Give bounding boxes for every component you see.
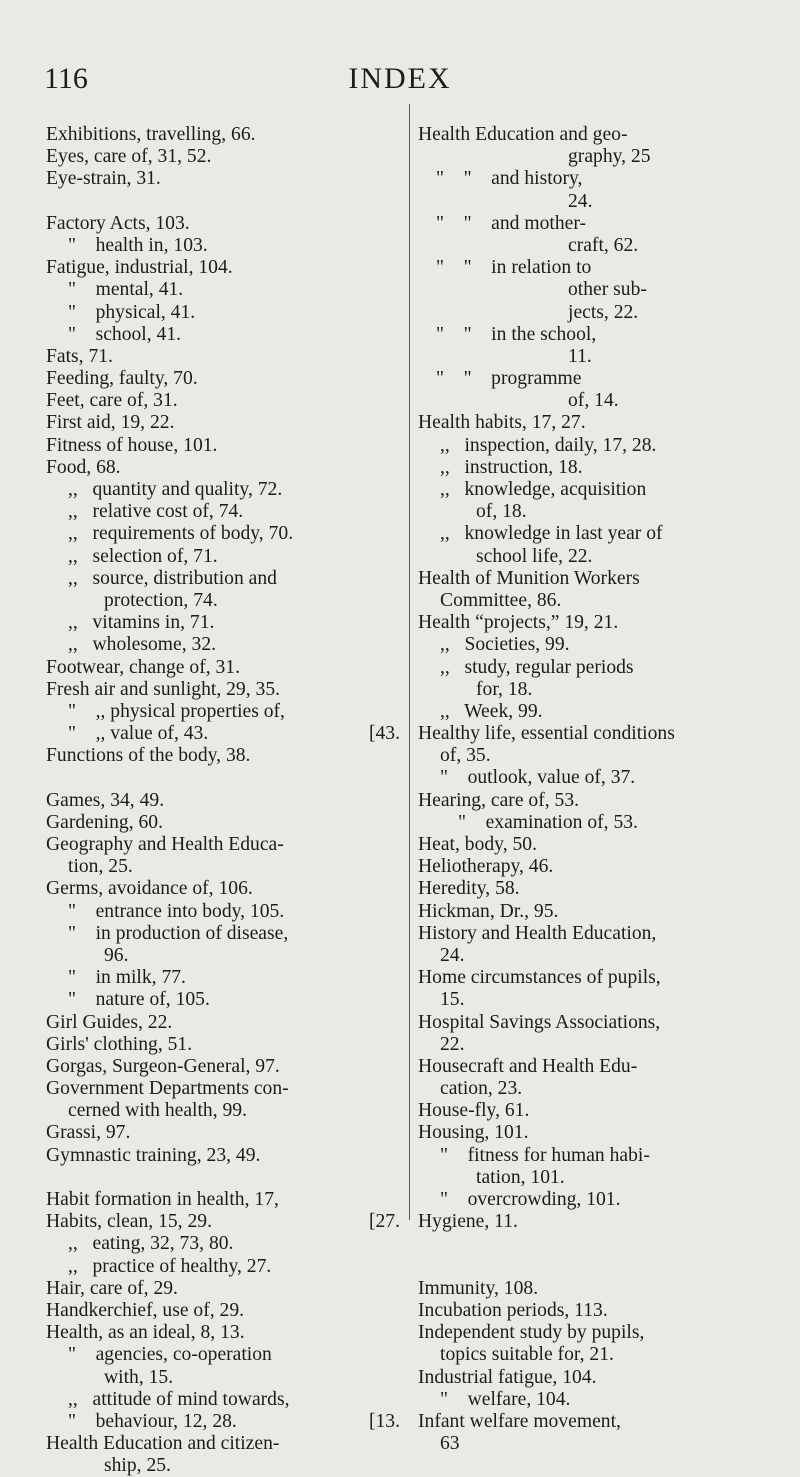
index-entry-text: ,, practice of healthy, 27. bbox=[68, 1255, 272, 1277]
index-entry bbox=[418, 324, 784, 346]
index-entry-text: Handkerchief, use of, 29. bbox=[46, 1299, 245, 1321]
index-entry bbox=[46, 346, 404, 368]
index-entry-text: 15. bbox=[440, 989, 465, 1011]
index-entry-text: Fats, 71. bbox=[46, 345, 113, 367]
index-entry bbox=[46, 368, 404, 390]
index-entry bbox=[46, 568, 404, 590]
index-entry bbox=[418, 1300, 784, 1322]
index-entry-text: topics suitable for, 21. bbox=[440, 1344, 614, 1366]
index-entry bbox=[46, 701, 404, 723]
index-entry-text: Industrial fatigue, 104. bbox=[418, 1366, 597, 1388]
entry-gap bbox=[46, 191, 404, 213]
index-entry bbox=[418, 257, 784, 279]
entry-gap bbox=[46, 1167, 404, 1189]
index-entry bbox=[46, 435, 404, 457]
index-entry bbox=[46, 1411, 404, 1433]
index-entry-text: 24. bbox=[440, 944, 465, 966]
index-entry bbox=[418, 501, 784, 523]
index-entry-text: ,, quantity and quality, 72. bbox=[68, 479, 283, 500]
index-entry-text: " ,, value of, 43. bbox=[68, 723, 209, 745]
index-entry-text: Girl Guides, 22. bbox=[46, 1011, 173, 1033]
index-entry-text: " behaviour, 12, 28. bbox=[68, 1410, 237, 1432]
index-entry bbox=[46, 1278, 404, 1300]
index-entry bbox=[46, 1211, 404, 1233]
index-entry bbox=[418, 1100, 784, 1122]
index-entry bbox=[418, 1122, 784, 1144]
index-entry-text: Hair, care of, 29. bbox=[46, 1277, 178, 1299]
index-entry bbox=[46, 1100, 404, 1122]
index-entry bbox=[418, 1012, 784, 1034]
index-entry bbox=[418, 590, 784, 612]
index-entry-text: graphy, 25 bbox=[568, 146, 651, 168]
index-entry bbox=[418, 701, 784, 723]
index-entry-text: Hickman, Dr., 95. bbox=[418, 900, 559, 922]
index-entry bbox=[418, 546, 784, 568]
index-entry bbox=[46, 279, 404, 301]
index-entry-text: cerned with health, 99. bbox=[68, 1100, 248, 1122]
index-entry-text: Health “projects,” 19, 21. bbox=[418, 612, 619, 634]
index-entry-text: ,, source, distribution and bbox=[68, 567, 277, 589]
index-entry-text: Health Education and geo- bbox=[418, 124, 628, 145]
entry-gap bbox=[46, 767, 404, 789]
index-entry-text: Habits, clean, 15, 29. bbox=[46, 1211, 212, 1233]
index-entry-text: Health of Munition Workers bbox=[418, 567, 640, 589]
index-entry-text: " physical, 41. bbox=[68, 301, 196, 323]
index-entry-text: ,, relative cost of, 74. bbox=[68, 501, 244, 523]
index-entry bbox=[418, 1145, 784, 1167]
index-entry-text: ,, knowledge, acquisition bbox=[440, 479, 647, 500]
index-entry-text: craft, 62. bbox=[568, 234, 639, 256]
index-entry-text: of, 18. bbox=[476, 501, 527, 523]
index-entry-text: ship, 25. bbox=[104, 1455, 171, 1477]
index-entry-text: ,, eating, 32, 73, 80. bbox=[68, 1233, 234, 1255]
index-entry bbox=[418, 612, 784, 634]
index-entry bbox=[46, 302, 404, 324]
index-entry bbox=[418, 435, 784, 457]
index-entry bbox=[418, 834, 784, 856]
index-entry-text: Fresh air and sunlight, 29, 35. bbox=[46, 678, 281, 700]
index-entry-text: Fatigue, industrial, 104. bbox=[46, 257, 233, 279]
index-entry-text: " ,, physical properties of, bbox=[68, 700, 285, 722]
index-entry bbox=[418, 634, 784, 656]
index-entry-text: Geography and Health Educa- bbox=[46, 834, 284, 855]
index-entry-text: Games, 34, 49. bbox=[46, 789, 165, 811]
index-entry bbox=[46, 1433, 404, 1455]
index-entry bbox=[418, 235, 784, 257]
index-entry bbox=[418, 856, 784, 878]
index-entry bbox=[46, 1012, 404, 1034]
index-entry bbox=[418, 1389, 784, 1411]
index-entry bbox=[46, 324, 404, 346]
index-entry-text: ,, vitamins in, 71. bbox=[68, 612, 215, 634]
index-entry-text: Exhibitions, travelling, 66. bbox=[46, 124, 256, 145]
index-entry-text: Hospital Savings Associations, bbox=[418, 1011, 661, 1033]
index-entry-text: Health Education and citizen- bbox=[46, 1433, 280, 1455]
index-entry-text: 63 bbox=[440, 1433, 460, 1455]
index-entry bbox=[46, 1189, 404, 1211]
index-entry-text: " overcrowding, 101. bbox=[440, 1189, 621, 1210]
index-entry bbox=[46, 1455, 404, 1477]
index-entry-text: Hearing, care of, 53. bbox=[418, 789, 580, 811]
index-entry bbox=[46, 856, 404, 878]
index-entry-text: Government Departments con- bbox=[46, 1078, 289, 1100]
index-entry-text: " " in relation to bbox=[436, 257, 592, 279]
index-entry bbox=[46, 479, 404, 501]
index-entry bbox=[46, 146, 404, 168]
index-entry bbox=[418, 723, 784, 745]
index-entry-text: Feet, care of, 31. bbox=[46, 390, 178, 412]
index-entry bbox=[418, 1211, 784, 1233]
index-entry bbox=[46, 679, 404, 701]
index-entry bbox=[46, 390, 404, 412]
index-entry-text: " school, 41. bbox=[68, 323, 182, 345]
index-entry-text: Independent study by pupils, bbox=[418, 1322, 645, 1344]
index-entry bbox=[46, 901, 404, 923]
index-entry bbox=[46, 878, 404, 900]
index-entry-continuation: [13. bbox=[368, 1410, 400, 1432]
page-header bbox=[0, 62, 800, 102]
index-entry-text: Eyes, care of, 31, 52. bbox=[46, 146, 212, 168]
index-entry-text: 22. bbox=[440, 1033, 465, 1055]
index-entry-text: ,, selection of, 71. bbox=[68, 545, 218, 567]
index-entry-continuation: [43. bbox=[368, 723, 400, 745]
index-entry-text: " welfare, 104. bbox=[440, 1388, 571, 1410]
index-entry bbox=[46, 257, 404, 279]
index-entry bbox=[418, 146, 784, 168]
index-entry bbox=[46, 1145, 404, 1167]
index-entry bbox=[46, 546, 404, 568]
index-column-left bbox=[46, 124, 404, 1477]
index-entry-text: " " and history, bbox=[436, 168, 583, 190]
index-entry-text: " nature of, 105. bbox=[68, 989, 210, 1011]
index-entry bbox=[46, 235, 404, 257]
index-entry-text: " health in, 103. bbox=[68, 234, 208, 256]
index-entry-text: Housing, 101. bbox=[418, 1122, 529, 1144]
index-entry bbox=[418, 302, 784, 324]
index-entry bbox=[46, 612, 404, 634]
index-entry bbox=[46, 1056, 404, 1078]
index-entry-text: ,, study, regular periods bbox=[440, 656, 634, 678]
index-entry bbox=[46, 812, 404, 834]
index-entry bbox=[418, 745, 784, 767]
index-entry-text: ,, inspection, daily, 17, 28. bbox=[440, 434, 657, 456]
index-entry bbox=[46, 790, 404, 812]
index-entry bbox=[418, 279, 784, 301]
index-entry bbox=[46, 523, 404, 545]
index-entry-text: ,, Week, 99. bbox=[440, 700, 543, 722]
index-entry-text: ,, wholesome, 32. bbox=[68, 634, 217, 656]
index-entry-text: ,, attitude of mind towards, bbox=[68, 1388, 290, 1410]
index-entry bbox=[46, 213, 404, 235]
index-entry bbox=[46, 1256, 404, 1278]
index-entry bbox=[418, 945, 784, 967]
index-entry-text: " entrance into body, 105. bbox=[68, 900, 285, 922]
index-entry-text: " examination of, 53. bbox=[458, 811, 638, 833]
index-entry bbox=[418, 989, 784, 1011]
index-entry-text: Habit formation in health, 17, bbox=[46, 1189, 279, 1210]
index-entry bbox=[46, 1233, 404, 1255]
entry-gap bbox=[418, 1256, 784, 1278]
index-title: INDEX bbox=[348, 62, 452, 95]
index-entry bbox=[46, 634, 404, 656]
index-entry-text: with, 15. bbox=[104, 1366, 174, 1388]
index-entry bbox=[46, 1389, 404, 1411]
index-entry bbox=[418, 657, 784, 679]
index-entry bbox=[46, 412, 404, 434]
index-entry bbox=[418, 1278, 784, 1300]
index-entry bbox=[46, 834, 404, 856]
index-entry bbox=[46, 1122, 404, 1144]
index-entry bbox=[418, 368, 784, 390]
index-entry bbox=[46, 1344, 404, 1366]
index-entry-text: Gymnastic training, 23, 49. bbox=[46, 1144, 261, 1166]
index-entry-text: Home circumstances of pupils, bbox=[418, 967, 661, 989]
index-entry-text: tation, 101. bbox=[476, 1166, 565, 1188]
index-entry-text: for, 18. bbox=[476, 678, 533, 700]
index-entry-text: Germs, avoidance of, 106. bbox=[46, 878, 253, 900]
index-entry bbox=[46, 1078, 404, 1100]
index-entry-text: ,, Societies, 99. bbox=[440, 634, 570, 656]
index-entry-text: " " programme bbox=[436, 368, 582, 390]
index-entry-text: " outlook, value of, 37. bbox=[440, 767, 636, 789]
column-divider bbox=[409, 104, 410, 1220]
index-entry-text: Heat, body, 50. bbox=[418, 834, 537, 855]
index-entry-text: school life, 22. bbox=[476, 545, 593, 567]
index-entry-text: House-fly, 61. bbox=[418, 1100, 530, 1122]
index-entry-text: Factory Acts, 103. bbox=[46, 212, 190, 234]
index-entry-text: ,, instruction, 18. bbox=[440, 456, 583, 478]
index-entry-text: Heliotherapy, 46. bbox=[418, 856, 554, 878]
index-entry-text: Gorgas, Surgeon-General, 97. bbox=[46, 1055, 280, 1077]
index-entry bbox=[46, 124, 404, 146]
index-entry-text: Gardening, 60. bbox=[46, 811, 163, 833]
index-entry bbox=[418, 878, 784, 900]
index-entry-text: cation, 23. bbox=[440, 1078, 523, 1100]
index-entry-text: Immunity, 108. bbox=[418, 1277, 539, 1299]
index-entry bbox=[418, 191, 784, 213]
index-entry bbox=[418, 767, 784, 789]
index-entry-text: Eye-strain, 31. bbox=[46, 168, 161, 190]
index-entry-text: jects, 22. bbox=[568, 301, 639, 323]
index-entry bbox=[418, 1189, 784, 1211]
index-entry bbox=[418, 523, 784, 545]
index-entry bbox=[418, 923, 784, 945]
index-entry bbox=[46, 989, 404, 1011]
index-entry bbox=[418, 124, 784, 146]
index-entry bbox=[418, 679, 784, 701]
index-entry-text: " agencies, co-operation bbox=[68, 1344, 272, 1366]
index-entry bbox=[46, 945, 404, 967]
index-entry bbox=[418, 1344, 784, 1366]
index-entry-text: other sub- bbox=[568, 279, 647, 301]
index-entry bbox=[418, 1433, 784, 1455]
index-entry bbox=[46, 457, 404, 479]
index-entry-text: protection, 74. bbox=[104, 589, 218, 611]
index-entry bbox=[46, 501, 404, 523]
index-entry bbox=[418, 479, 784, 501]
index-entry-text: Committee, 86. bbox=[440, 589, 562, 611]
index-entry-text: " fitness for human habi- bbox=[440, 1144, 650, 1166]
index-entry bbox=[418, 1167, 784, 1189]
index-entry-text: Incubation periods, 113. bbox=[418, 1299, 608, 1321]
index-column-right bbox=[418, 124, 784, 1455]
index-entry bbox=[418, 390, 784, 412]
index-entry-text: Healthy life, essential conditions bbox=[418, 723, 675, 745]
index-entry bbox=[418, 1411, 784, 1433]
index-entry bbox=[46, 723, 404, 745]
index-entry bbox=[46, 590, 404, 612]
index-entry-text: Grassi, 97. bbox=[46, 1122, 131, 1144]
index-entry bbox=[46, 923, 404, 945]
index-entry-text: " in production of disease, bbox=[68, 922, 289, 944]
index-entry bbox=[418, 1056, 784, 1078]
index-entry-text: Heredity, 58. bbox=[418, 878, 520, 900]
index-entry bbox=[418, 1034, 784, 1056]
index-entry-text: Footwear, change of, 31. bbox=[46, 656, 241, 678]
index-entry-text: 96. bbox=[104, 944, 129, 966]
index-entry-text: " mental, 41. bbox=[68, 279, 184, 301]
index-entry-text: Health, as an ideal, 8, 13. bbox=[46, 1322, 245, 1344]
index-entry bbox=[418, 812, 784, 834]
index-entry-text: " in milk, 77. bbox=[68, 967, 186, 989]
index-entry-text: Health habits, 17, 27. bbox=[418, 412, 586, 434]
index-entry-text: Housecraft and Health Edu- bbox=[418, 1055, 638, 1077]
index-entry-text: Food, 68. bbox=[46, 456, 121, 478]
entry-gap bbox=[418, 1233, 784, 1255]
index-entry-text: of, 14. bbox=[568, 390, 619, 412]
index-entry bbox=[418, 967, 784, 989]
index-entry-text: Hygiene, 11. bbox=[418, 1211, 518, 1233]
index-entry-text: " " in the school, bbox=[436, 323, 597, 345]
index-entry bbox=[46, 657, 404, 679]
index-entry bbox=[46, 1034, 404, 1056]
index-entry bbox=[418, 1367, 784, 1389]
index-entry-text: " " and mother- bbox=[436, 212, 587, 234]
index-entry-text: History and Health Education, bbox=[418, 922, 657, 944]
index-entry bbox=[418, 901, 784, 923]
index-entry-text: tion, 25. bbox=[68, 856, 133, 878]
index-entry-text: 11. bbox=[568, 345, 592, 367]
index-entry-text: Functions of the body, 38. bbox=[46, 745, 251, 767]
index-entry-text: Feeding, faulty, 70. bbox=[46, 368, 198, 390]
index-entry bbox=[418, 346, 784, 368]
index-entry bbox=[46, 1300, 404, 1322]
index-entry bbox=[46, 745, 404, 767]
index-entry bbox=[46, 1322, 404, 1344]
index-entry-text: ,, knowledge in last year of bbox=[440, 523, 663, 545]
index-entry bbox=[418, 412, 784, 434]
index-entry-text: 24. bbox=[568, 190, 593, 212]
index-entry-continuation: [27. bbox=[368, 1211, 400, 1233]
index-entry bbox=[46, 168, 404, 190]
index-entry bbox=[418, 1078, 784, 1100]
index-entry-text: Fitness of house, 101. bbox=[46, 434, 218, 456]
index-entry bbox=[418, 457, 784, 479]
index-entry bbox=[46, 1367, 404, 1389]
index-entry bbox=[418, 790, 784, 812]
index-entry bbox=[46, 967, 404, 989]
index-entry bbox=[418, 168, 784, 190]
index-entry-text: Girls' clothing, 51. bbox=[46, 1033, 193, 1055]
index-entry-text: ,, requirements of body, 70. bbox=[68, 523, 294, 545]
index-entry-text: of, 35. bbox=[440, 745, 491, 767]
index-entry-text: First aid, 19, 22. bbox=[46, 412, 175, 434]
index-entry-text: Infant welfare movement, bbox=[418, 1410, 621, 1432]
index-entry bbox=[418, 1322, 784, 1344]
index-entry bbox=[418, 568, 784, 590]
index-entry bbox=[418, 213, 784, 235]
page-number: 116 bbox=[44, 62, 88, 95]
